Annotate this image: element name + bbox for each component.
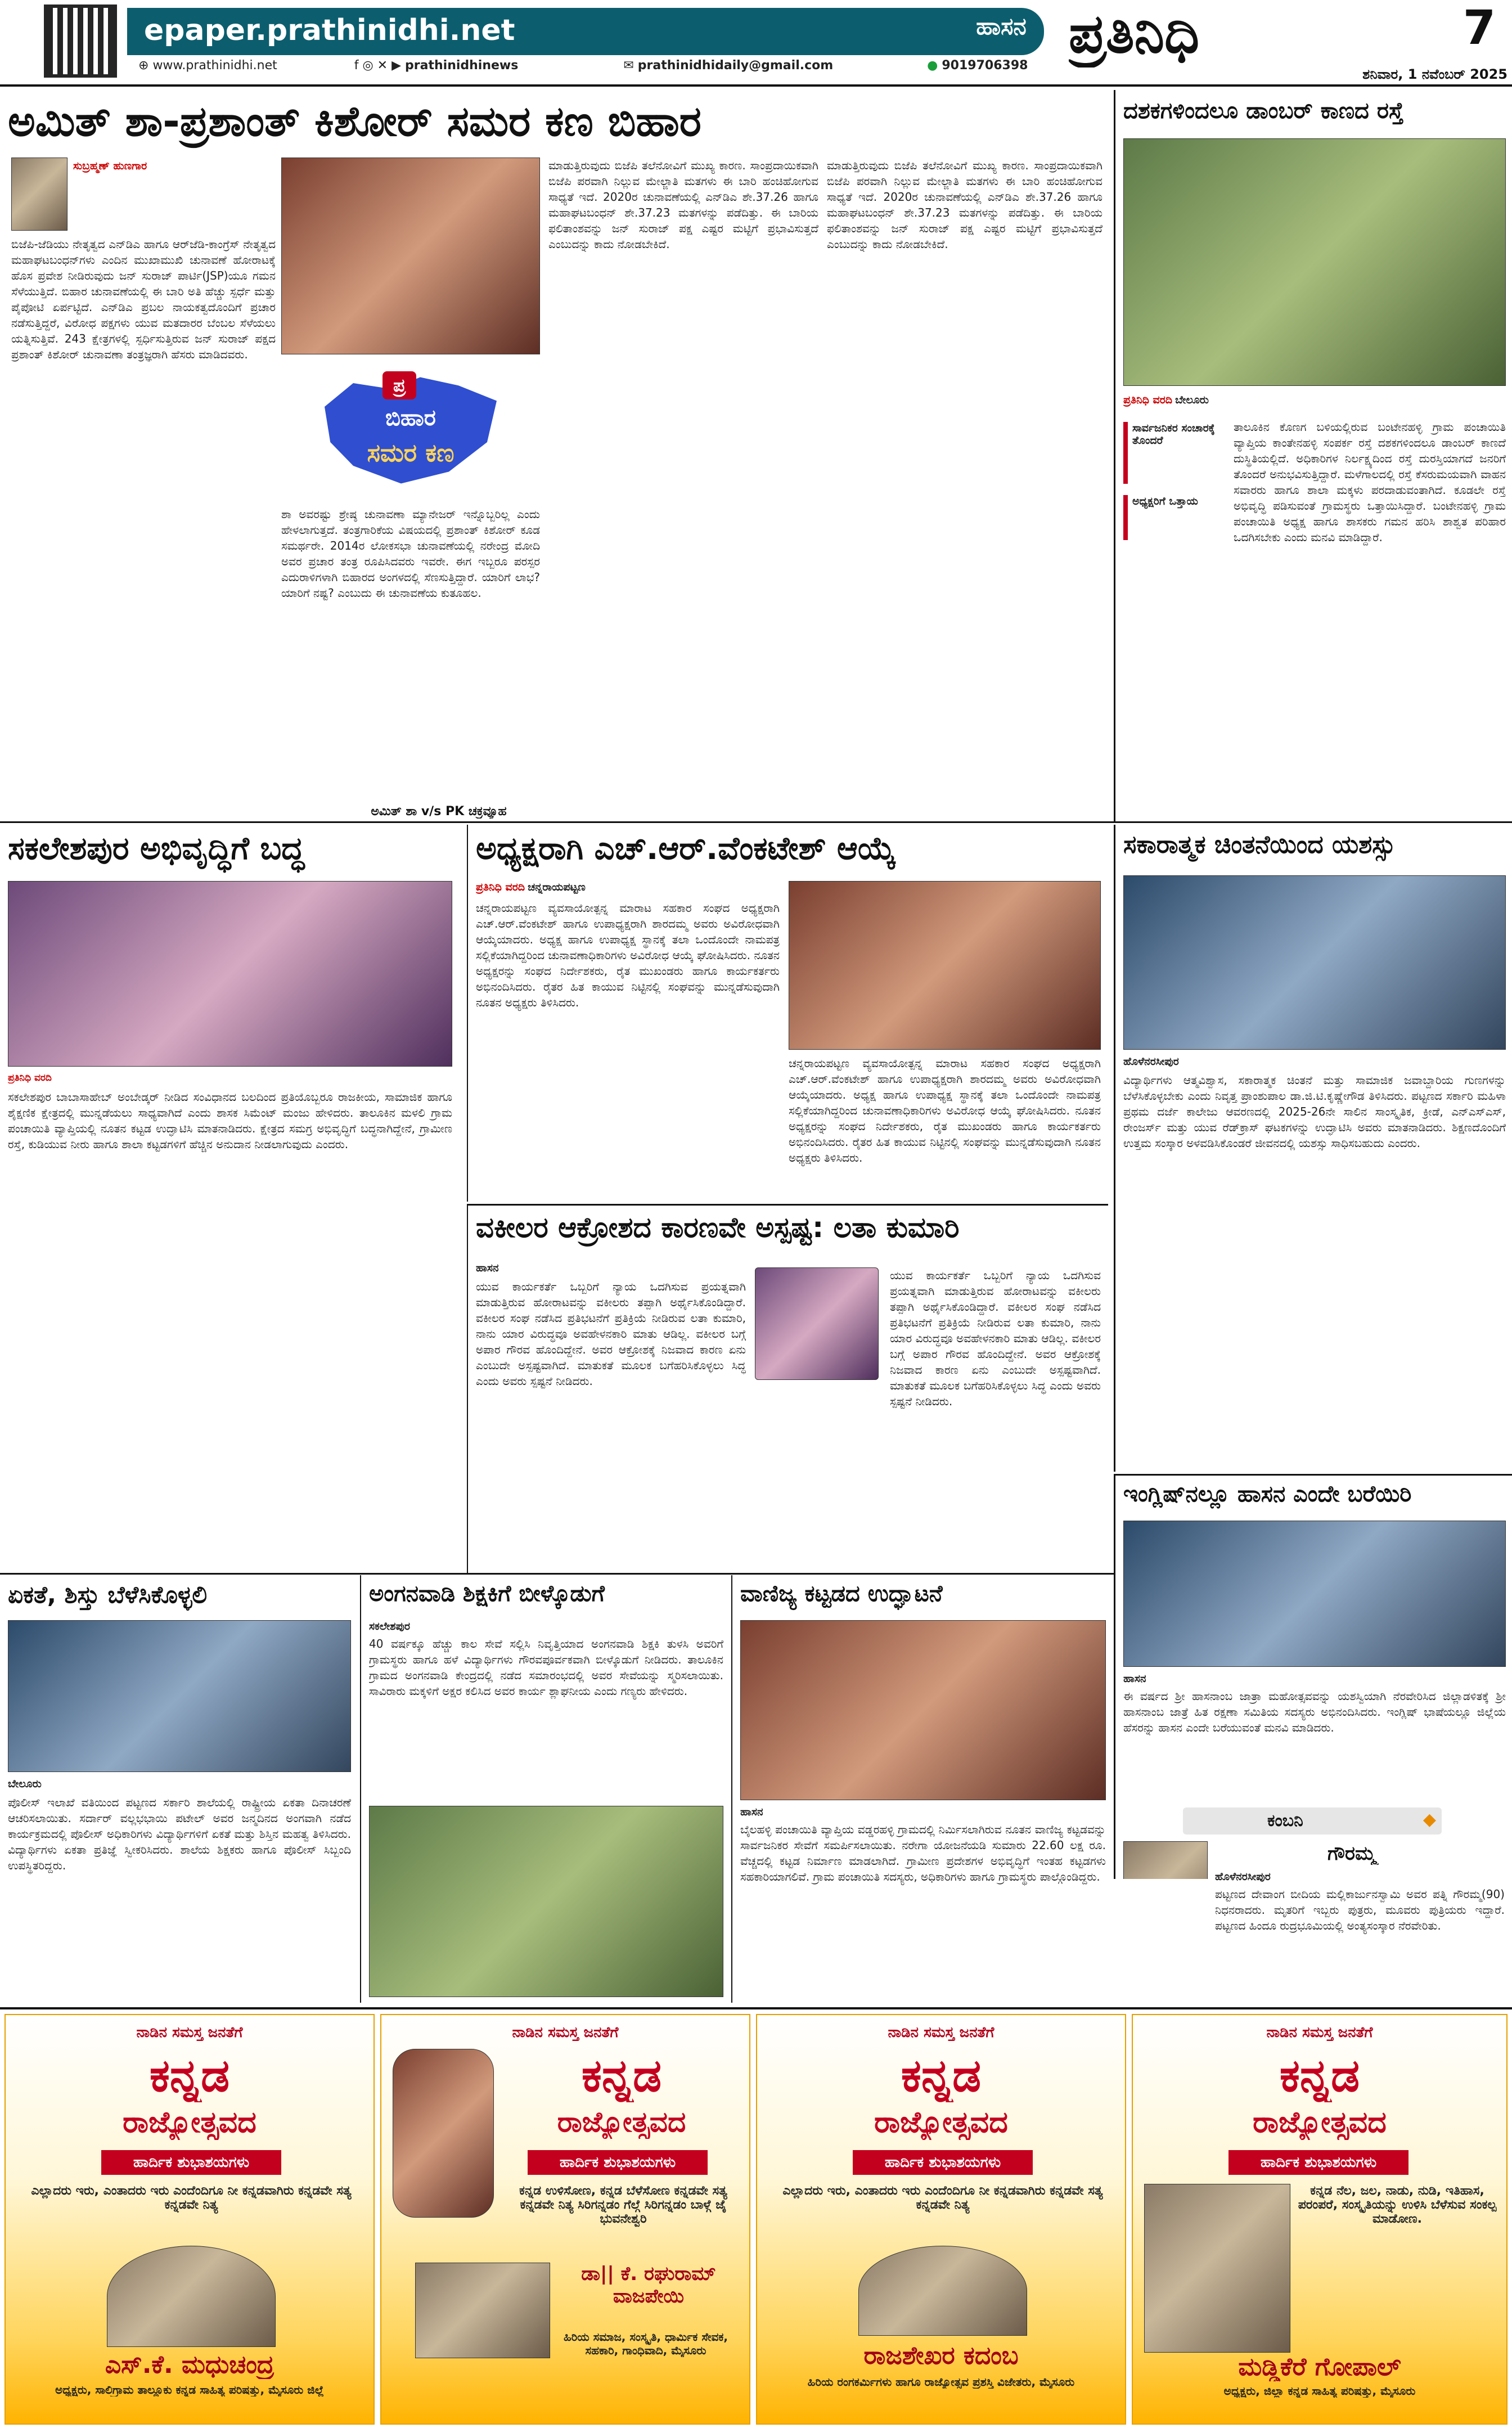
lamp-icon: ◆ — [1423, 1810, 1436, 1829]
ad-2[interactable] — [380, 2014, 750, 2425]
lawyers-photo — [755, 1267, 879, 1380]
lead-col3: ಮಾಡುತ್ತಿರುವುದು ಬಿಜೆಪಿ ತಲೆನೋವಿಗೆ ಮುಖ್ಯ ಕಾರಣ. ಸಾಂಪ್ರದಾಯಿಕವಾಗಿ ಬಿಜೆಪಿ ಪರವಾಗಿ ನಿಲ್ಲುವ ಮೇಲ್ಜಾತಿ ಮತಗಳು ಈ ಬಾರಿ ಹಂಚಿಹೋಗುವ ಸಾಧ್ಯತೆ ಇದೆ. 2020ರ ಚುನಾವಣೆಯಲ್ಲಿ ಎನ್‌ಡಿಎ ಶೇ.37.26 ಹಾಗೂ ಮಹಾಘಟಬಂಧನ್ ಶೇ.37.23 ಮತಗಳನ್ನು ಪಡೆದಿತ್ತು. ಈ ಬಾರಿಯ ಫಲಿತಾಂಶವನ್ನು ಜನ್ ಸುರಾಜ್ ಪಕ್ಷ ಎಷ್ಟರ ಮಟ್ಟಿಗೆ ಪ್ರಭಾವಿಸುತ್ತದೆ ಎಂಬುದನ್ನು ಕಾದು ನೋಡಬೇಕಿದೆ. — [548, 159, 818, 251]
lead-col1: ಬಿಜೆಪಿ-ಜೆಡಿಯು ನೇತೃತ್ವದ ಎನ್‌ಡಿಎ ಹಾಗೂ ಆರ್‌ಜೆಡಿ-ಕಾಂಗ್ರೆಸ್ ನೇತೃತ್ವದ ಮಹಾಘಟಬಂಧನ್‌ಗಳು ಎಂದಿನ ಮುಖಾಮುಖಿ ಚುನಾವಣೆ ಹೋರಾಟಕ್ಕೆ ಹೊಸ ಪ್ರವೇಶ ನೀಡಿರುವುದು ಜನ್ ಸುರಾಜ್ ಪಾರ್ಟಿ(JSP)ಯೂ ಗಮನ ಸೆಳೆಯುತ್ತಿದೆ. ಬಿಹಾರ ಚುನಾವಣೆಯಲ್ಲಿ ಈ ಬಾರಿ ಅತಿ ಹೆಚ್ಚು ಸ್ಪರ್ಧೆ ಮತ್ತು ಪೈಪೋಟಿ ಏರ್ಪಟ್ಟಿದೆ. ಎನ್‌ಡಿಎ ಪ್ರಬಲ ನಾಯಕತ್ವದೊಂದಿಗೆ ಪ್ರಚಾರ ನಡೆಸುತ್ತಿದ್ದರೆ, ವಿರೋಧ ಪಕ್ಷಗಳು ಯುವ ಮತದಾರರ ಬೆಂಬಲ ಸೆಳೆಯಲು ಯತ್ನಿಸುತ್ತಿವೆ. 243 ಕ್ಷೇತ್ರಗಳಲ್ಲಿ ಸ್ಪರ್ಧಿಸುತ್ತಿರುವ ಜನ್ ಸುರಾಜ್ ಪಕ್ಷದ ಪ್ರಶಾಂತ್ ಕಿಶೋರ್ ಚುನಾವಣಾ ತಂತ್ರಜ್ಞರಾಗಿ ಹೆಸರು ಮಾಡಿದವರು. — [11, 237, 276, 361]
qr-code — [44, 5, 117, 78]
anganwadi-story — [360, 1575, 731, 2003]
ad-2-msg: ಕನ್ನಡ ಉಳಿಸೋಣ, ಕನ್ನಡ ಬೆಳೆಸೋಣ ಕನ್ನಡವೇ ಸತ್ಯ ಕನ್ನಡವೇ ನಿತ್ಯ ಸಿರಿಗನ್ನಡಂ ಗೆಲ್ಗೆ ಸಿರಿಗನ್ನಡಂ ಬಾಳ್ಗೆ ಜೈ ಭುವನೇಶ್ವರಿ — [519, 2184, 727, 2226]
social-icons: f ◎ ✕ ▶ — [354, 59, 402, 73]
contact-strip — [127, 59, 1044, 79]
obituary-block — [1215, 1842, 1508, 2006]
sakaleshpura-text: ಸಕಲೇಶಪುರ ಬಾಬಾಸಾಹೇಬ್ ಅಂಬೇಡ್ಕರ್ ನೀಡಿದ ಸಂವಿಧಾನದ ಬಲದಿಂದ ಪ್ರತಿಯೊಬ್ಬರೂ ರಾಜಕೀಯ, ಸಾಮಾಜಿಕ ಹಾಗೂ ಶೈಕ್ಷಣಿಕ ಕ್ಷೇತ್ರದಲ್ಲಿ ಮುನ್ನಡೆಯಲು ಸಾಧ್ಯವಾಗಿದೆ ಎಂದು ಶಾಸಕ ಸಿಮೆಂಟ್ ಮಂಜು ಹೇಳಿದರು. ತಾಲೂಕಿನ ಮಳಲಿ ಗ್ರಾಮ ಪಂಚಾಯಿತಿ ವ್ಯಾಪ್ತಿಯಲ್ಲಿ ನೂತನ ಕಟ್ಟಡ ಉದ್ಘಾಟಿಸಿ ಮಾತನಾಡಿದರು. ಕ್ಷೇತ್ರದ ಸಮಗ್ರ ಅಭಿವೃದ್ಧಿಗೆ ಬದ್ಧನಾಗಿದ್ದೇನೆ, ಗ್ರಾಮೀಣ ರಸ್ತೆ, ಕುಡಿಯುವ ನೀರು ಹಾಗೂ ಶಾಲಾ ಕಟ್ಟಡಗಳಿಗೆ ಹೆಚ್ಚಿನ ಅನುದಾನ ನೀಡಲಾಗುವುದು ಎಂದರು. — [8, 1090, 452, 1151]
sakaleshpura-headline: ಸಕಲೇಶಪುರ ಅಭಿವೃದ್ಧಿಗೆ ಬದ್ಧ — [8, 830, 304, 867]
positive-story — [1114, 825, 1512, 1472]
ad-3-greet: ಹಾರ್ದಿಕ ಶುಭಾಶಯಗಳು — [853, 2150, 1033, 2175]
ad-2-rajyotsava: ರಾಜ್ಯೋತ್ಸವದ — [557, 2105, 686, 2138]
commerce-story — [731, 1575, 1114, 2003]
president-byline: ಪ್ರತಿನಿಧಿ ವರದಿ — [476, 881, 525, 893]
ad-1-photo — [107, 2246, 276, 2347]
english-headline: ಇಂಗ್ಲಿಷ್‌ನಲ್ಲೂ ಹಾಸನ ಎಂದೇ ಬರೆಯಿರಿ — [1123, 1481, 1412, 1507]
road-box-2-text: ಅಧ್ಯಕ್ಷರಿಗೆ ಒತ್ತಾಯ — [1132, 495, 1198, 507]
lead-story — [0, 90, 1108, 821]
obituary-name: ಗೌರಮ್ಮ — [1328, 1842, 1376, 1865]
unity-headline: ಏಕತೆ, ಶಿಸ್ತು ಬೆಳೆಸಿಕೊಳ್ಳಲಿ — [8, 1581, 208, 1608]
ad-3-name: ರಾಜಶೇಖರ ಕದಂಬ — [863, 2341, 1019, 2370]
lead-col2: ಶಾ ಅವರಷ್ಟು ಶ್ರೇಷ್ಠ ಚುನಾವಣಾ ಮ್ಯಾನೇಜರ್ ಇನ್ನೊಬ್ಬರಿಲ್ಲ ಎಂದು ಹೇಳಲಾಗುತ್ತದೆ. ತಂತ್ರಗಾರಿಕೆಯ ವಿಷಯದಲ್ಲಿ ಪ್ರಶಾಂತ್ ಕಿಶೋರ್ ಕೂಡ ಸಮರ್ಥರೇ. 2014ರ ಲೋಕಸಭಾ ಚುನಾವಣೆಯಲ್ಲಿ ನರೇಂದ್ರ ಮೋದಿ ಅವರ ಪ್ರಚಾರ ತಂತ್ರ ರೂಪಿಸಿದವರು ಇವರೇ. ಈಗ ಇಬ್ಬರೂ ಪರಸ್ಪರ ಎದುರಾಳಿಗಳಾಗಿ ಬಿಹಾರದ ಅಂಗಳದಲ್ಲಿ ಸೆಣಸುತ್ತಿದ್ದಾರೆ. ಯಾರಿಗೆ ಲಾಭ? ಯಾರಿಗೆ ನಷ್ಟ? ಎಂಬುದು ಈ ಚುನಾವಣೆಯ ಕುತೂಹಲ. — [281, 507, 540, 600]
anganwadi-photo — [369, 1806, 723, 1997]
ad-4-greet: ಹಾರ್ದಿಕ ಶುಭಾಶಯಗಳು — [1228, 2150, 1408, 2175]
ad-2-top: ನಾಡಿನ ಸಮಸ್ತ ಜನತೆಗೆ — [512, 2024, 619, 2041]
ad-1-rajyotsava: ರಾಜ್ಯೋತ್ಸವದ — [123, 2105, 256, 2139]
ad-1-msg: ಎಲ್ಲಾದರು ಇರು, ಎಂತಾದರು ಇರು ಎಂದೆಂದಿಗೂ ನೀ ಕನ್ನಡವಾಗಿರು ಕನ್ನಡವೇ ಸತ್ಯ ಕನ್ನಡವೇ ನಿತ್ಯ — [31, 2184, 352, 2212]
mail-icon: ✉ — [623, 59, 634, 73]
road-box-1-text: ಸಾರ್ವಜನಿಕರ ಸಂಚಾರಕ್ಕೆ ತೊಂದರೆ — [1132, 422, 1215, 447]
commerce-photo — [740, 1620, 1106, 1800]
graphic-pra-badge: ಪ್ರ — [382, 371, 416, 399]
lawyers-text: ಯುವ ಕಾರ್ಯಕರ್ತೆ ಒಬ್ಬರಿಗೆ ನ್ಯಾಯ ಒದಗಿಸುವ ಪ್ರಯತ್ನವಾಗಿ ಮಾಡುತ್ತಿರುವ ಹೋರಾಟವನ್ನು ವಕೀಲರು ತಪ್ಪಾಗಿ ಅರ್ಥೈಸಿಕೊಂಡಿದ್ದಾರೆ. ವಕೀಲರ ಸಂಘ ನಡೆಸಿದ ಪ್ರತಿಭಟನೆಗೆ ಪ್ರತಿಕ್ರಿಯೆ ನೀಡಿರುವ ಲತಾ ಕುಮಾರಿ, ನಾನು ಯಾರ ವಿರುದ್ಧವೂ ಅವಹೇಳನಕಾರಿ ಮಾತು ಆಡಿಲ್ಲ. ವಕೀಲರ ಬಗ್ಗೆ ಅಪಾರ ಗೌರವ ಹೊಂದಿದ್ದೇನೆ. ಅವರ ಆಕ್ರೋಶಕ್ಕೆ ನಿಜವಾದ ಕಾರಣ ಏನು ಎಂಬುದೇ ಅಸ್ಪಷ್ಟವಾಗಿದೆ. ಮಾತುಕತೆ ಮೂಲಕ ಬಗೆಹರಿಸಿಕೊಳ್ಳಲು ಸಿದ್ಧ ಎಂದು ಅವರು ಸ್ಪಷ್ಟನೆ ನೀಡಿದರು. — [476, 1280, 746, 1388]
unity-story — [0, 1575, 360, 2003]
positive-text: ವಿದ್ಯಾರ್ಥಿಗಳು ಆತ್ಮವಿಶ್ವಾಸ, ಸಕಾರಾತ್ಮಕ ಚಿಂತನೆ ಮತ್ತು ಸಾಮಾಜಿಕ ಜವಾಬ್ದಾರಿಯ ಗುಣಗಳನ್ನು ಬೆಳೆಸಿಕೊಳ್ಳಬೇಕು ಎಂದು ನಿವೃತ್ತ ಪ್ರಾಂಶುಪಾಲ ಡಾ.ಜಿ.ಟಿ.ಕೃಷ್ಣೇಗೌಡ ತಿಳಿಸಿದರು. ಪಟ್ಟಣದ ಸರ್ಕಾರಿ ಮಹಿಳಾ ಪ್ರಥಮ ದರ್ಜೆ ಕಾಲೇಜು ಆವರಣದಲ್ಲಿ 2025-26ನೇ ಸಾಲಿನ ಸಾಂಸ್ಕೃತಿಕ, ಕ್ರೀಡೆ, ಎನ್‌ಎಸ್‌ಎಸ್, ರೇಂಜರ್ಸ್ ಮತ್ತು ಯುವ ರೆಡ್‌ಕ್ರಾಸ್ ಘಟಕಗಳನ್ನು ಉದ್ಘಾಟಿಸಿ ಅವರು ಮಾತನಾಡಿದರು. ಶಿಕ್ಷಣದೊಂದಿಗೆ ಉತ್ತಮ ಸಂಸ್ಕಾರ ಅಳವಡಿಸಿಕೊಂಡರೆ ಜೀವನದಲ್ಲಿ ಯಶಸ್ಸು ಸಾಧಿಸಬಹುದು ಎಂದರು. — [1123, 1073, 1506, 1150]
ad-4-rajyotsava: ರಾಜ್ಯೋತ್ಸವದ — [1253, 2105, 1387, 2139]
road-story — [1114, 90, 1512, 821]
page-number: 7 — [1462, 0, 1496, 55]
president-headline: ಅಧ್ಯಕ್ಷರಾಗಿ ಎಚ್.ಆರ್.ವೆಂಕಟೇಶ್ ಆಯ್ಕೆ — [476, 830, 896, 867]
web-address[interactable]: www.prathinidhi.net — [152, 59, 277, 73]
lead-byline: ಸುಬ್ರಹ್ಮಣ್ ಹುಣಗಾರ — [73, 160, 147, 172]
section-rule-2 — [0, 1573, 1114, 1575]
ad-2-photo — [415, 2263, 550, 2358]
lawyers-text-2: ಯುವ ಕಾರ್ಯಕರ್ತೆ ಒಬ್ಬರಿಗೆ ನ್ಯಾಯ ಒದಗಿಸುವ ಪ್ರಯತ್ನವಾಗಿ ಮಾಡುತ್ತಿರುವ ಹೋರಾಟವನ್ನು ವಕೀಲರು ತಪ್ಪಾಗಿ ಅರ್ಥೈಸಿಕೊಂಡಿದ್ದಾರೆ. ವಕೀಲರ ಸಂಘ ನಡೆಸಿದ ಪ್ರತಿಭಟನೆಗೆ ಪ್ರತಿಕ್ರಿಯೆ ನೀಡಿರುವ ಲತಾ ಕುಮಾರಿ, ನಾನು ಯಾರ ವಿರುದ್ಧವೂ ಅವಹೇಳನಕಾರಿ ಮಾತು ಆಡಿಲ್ಲ. ವಕೀಲರ ಬಗ್ಗೆ ಅಪಾರ ಗೌರವ ಹೊಂದಿದ್ದೇನೆ. ಅವರ ಆಕ್ರೋಶಕ್ಕೆ ನಿಜವಾದ ಕಾರಣ ಏನು ಎಂಬುದೇ ಅಸ್ಪಷ್ಟವಾಗಿದೆ. ಮಾತುಕತೆ ಮೂಲಕ ಬಗೆಹರಿಸಿಕೊಳ್ಳಲು ಸಿದ್ಧ ಎಂದು ಅವರು ಸ್ಪಷ್ಟನೆ ನೀಡಿದರು. — [890, 1269, 1101, 1408]
road-headline: ದಶಕಗಳಿಂದಲೂ ಡಾಂಬರ್ ಕಾಣದ ರಸ್ತೆ — [1123, 98, 1404, 124]
bihar-map-graphic — [281, 360, 540, 501]
ad-4-desig: ಅಧ್ಯಕ್ಷರು, ಜಿಲ್ಲಾ ಕನ್ನಡ ಸಾಹಿತ್ಯ ಪರಿಷತ್ತು, ಮೈಸೂರು — [1223, 2384, 1416, 2398]
positive-place: ಹೊಳೆನರಸೀಪುರ — [1123, 1055, 1179, 1068]
phone-icon: ● — [927, 59, 938, 73]
obituary-title-bar — [1183, 1807, 1442, 1835]
globe-icon: ⊕ — [138, 59, 149, 73]
president-story — [467, 825, 1108, 1202]
site-url[interactable]: epaper.prathinidhi.net — [144, 14, 515, 47]
ad-2-name: ಡಾ|| ಕೆ. ರಘುರಾಮ್ ವಾಜಪೇಯಿ — [581, 2263, 716, 2308]
phone-number[interactable]: 9019706398 — [942, 59, 1028, 73]
anganwadi-headline: ಅಂಗನವಾಡಿ ಶಿಕ್ಷಕಿಗೆ ಬೀಳ್ಕೊಡುಗೆ — [369, 1581, 605, 1607]
sakaleshpura-byline: ಪ್ರತಿನಿಧಿ ವರದಿ — [8, 1072, 52, 1083]
issue-date: ಶನಿವಾರ, 1 ನವೆಂಬರ್ 2025 — [1362, 66, 1508, 82]
ad-4[interactable] — [1132, 2014, 1508, 2425]
section-rule-3 — [0, 2007, 1512, 2009]
unity-photo — [8, 1620, 351, 1772]
president-place: ಚನ್ನರಾಯಪಟ್ಟಣ — [528, 881, 586, 893]
graphic-bihar: ಬಿಹಾರ — [385, 405, 436, 431]
ad-4-top: ನಾಡಿನ ಸಮಸ್ತ ಜನತೆಗೆ — [1266, 2024, 1373, 2041]
ad-4-photo — [1144, 2184, 1290, 2353]
ad-2-goddess-image — [393, 2049, 494, 2218]
lawyers-story — [467, 1204, 1108, 1573]
road-dateline — [1123, 394, 1506, 411]
ad-2-kannada: ಕನ್ನಡ — [581, 2049, 662, 2102]
commerce-headline: ವಾಣಿಜ್ಯ ಕಟ್ಟಡದ ಉದ್ಘಾಟನೆ — [740, 1581, 943, 1607]
english-photo — [1123, 1521, 1506, 1667]
ad-3-msg: ಎಲ್ಲಾದರು ಇರು, ಎಂತಾದರು ಇರು ಎಂದೆಂದಿಗೂ ನೀ ಕನ್ನಡವಾಗಿರು ಕನ್ನಡವೇ ಸತ್ಯ ಕನ್ನಡವೇ ನಿತ್ಯ — [782, 2184, 1103, 2212]
social-handle[interactable]: prathinidhinews — [405, 59, 519, 73]
road-box-2 — [1123, 495, 1225, 540]
ad-3-rajyotsava: ರಾಜ್ಯೋತ್ಸವದ — [874, 2105, 1008, 2139]
ad-4-name: ಮಡ್ಡಿಕೆರೆ ಗೋಪಾಲ್ — [1238, 2353, 1401, 2381]
english-text: ಈ ವರ್ಷದ ಶ್ರೀ ಹಾಸನಾಂಬ ಜಾತ್ರಾ ಮಹೋತ್ಸವವನ್ನು ಯಶಸ್ವಿಯಾಗಿ ನೆರವೇರಿಸಿದ ಜಿಲ್ಲಾಡಳಿತಕ್ಕೆ ಶ್ರೀ ಹಾಸನಾಂಬ ಜಾತ್ರೆ ಹಿತ ರಕ್ಷಣಾ ಸಮಿತಿಯ ಸದಸ್ಯರು ಅಭಿನಂದಿಸಿದರು. ಇಂಗ್ಲಿಷ್ ಭಾಷೆಯಲ್ಲೂ ಜಿಲ್ಲೆಯ ಹೆಸರನ್ನು ಹಾಸನ ಎಂದೇ ಬರೆಯುವಂತೆ ಮನವಿ ಮಾಡಿದರು. — [1123, 1689, 1506, 1734]
ad-4-msg: ಕನ್ನಡ ನೆಲ, ಜಲ, ನಾಡು, ನುಡಿ, ಇತಿಹಾಸ, ಪರಂಪರೆ, ಸಂಸ್ಕೃತಿಯನ್ನು ಉಳಿಸಿ ಬೆಳೆಸುವ ಸಂಕಲ್ಪ ಮಾಡೋಣ. — [1298, 2184, 1497, 2226]
ad-3-top: ನಾಡಿನ ಸಮಸ್ತ ಜನತೆಗೆ — [888, 2024, 994, 2041]
president-dateline — [476, 881, 791, 898]
president-photo — [789, 881, 1101, 1050]
section-rule-1 — [0, 821, 1512, 823]
unity-text: ಪೊಲೀಸ್ ಇಲಾಖೆ ವತಿಯಿಂದ ಪಟ್ಟಣದ ಸರ್ಕಾರಿ ಶಾಲೆಯಲ್ಲಿ ರಾಷ್ಟ್ರೀಯ ಏಕತಾ ದಿನಾಚರಣೆ ಆಚರಿಸಲಾಯಿತು. ಸರ್ದಾರ್ ವಲ್ಲಭಭಾಯಿ ಪಟೇಲ್ ಅವರ ಜನ್ಮದಿನದ ಅಂಗವಾಗಿ ನಡೆದ ಕಾರ್ಯಕ್ರಮದಲ್ಲಿ ಪೊಲೀಸ್ ಅಧಿಕಾರಿಗಳು ವಿದ್ಯಾರ್ಥಿಗಳಿಗೆ ಏಕತೆ ಮತ್ತು ಶಿಸ್ತಿನ ಮಹತ್ವ ತಿಳಿಸಿದರು. ವಿದ್ಯಾರ್ಥಿಗಳು ಏಕತಾ ಪ್ರತಿಜ್ಞೆ ಸ್ವೀಕರಿಸಿದರು. ಶಾಲೆಯ ಶಿಕ್ಷಕರು ಹಾಗೂ ಪೊಲೀಸ್ ಸಿಬ್ಬಂದಿ ಉಪಸ್ಥಿತರಿದ್ದರು. — [8, 1796, 351, 1872]
commerce-place: ಹಾಸನ — [740, 1806, 763, 1818]
masthead — [0, 0, 1512, 93]
graphic-samara: ಸಮರ ಕಣ — [367, 439, 454, 467]
road-text: ತಾಲೂಕಿನ ಕೊಣಗ ಬಳಿಯಲ್ಲಿರುವ ಬಂಟೇನಹಳ್ಳಿ ಗ್ರಾಮ ಪಂಚಾಯಿತಿ ವ್ಯಾಪ್ತಿಯ ಕಾಂತೇನಹಳ್ಳಿ ಸಂಪರ್ಕ ರಸ್ತೆ ದಶಕಗಳಿಂದಲೂ ಡಾಂಬರ್ ಕಾಣದೆ ದುಸ್ಥಿತಿಯಲ್ಲಿದೆ. ಅಧಿಕಾರಿಗಳ ನಿರ್ಲಕ್ಷ್ಯದಿಂದ ರಸ್ತೆ ದುರಸ್ತಿಯಾಗದೆ ಜನರಿಗೆ ತೊಂದರೆ ಅನುಭವಿಸುತ್ತಿದ್ದಾರೆ. ಮಳೆಗಾಲದಲ್ಲಿ ರಸ್ತೆ ಕೆಸರುಮಯವಾಗಿ ವಾಹನ ಸವಾರರು ಹಾಗೂ ಶಾಲಾ ಮಕ್ಕಳು ಪರದಾಡುವಂತಾಗಿದೆ. ಕೂಡಲೇ ರಸ್ತೆ ಅಭಿವೃದ್ಧಿ ಪಡಿಸುವಂತೆ ಗ್ರಾಮಸ್ಥರು ಒತ್ತಾಯಿಸಿದ್ದಾರೆ. ಬಂಟೇನಹಳ್ಳಿ ಗ್ರಾಮ ಪಂಚಾಯಿತಿ ಅಧ್ಯಕ್ಷ ಹಾಗೂ ಶಾಸಕರು ಗಮನ ಹರಿಸಿ ಶಾಶ್ವತ ಪರಿಹಾರ ಒದಗಿಸಬೇಕು ಎಂದು ಮನವಿ ಮಾಡಿದ್ದಾರೆ. — [1234, 420, 1506, 544]
sakaleshpura-photo — [8, 881, 452, 1067]
lead-headline: ಅಮಿತ್ ಶಾ-ಪ್ರಶಾಂತ್ ಕಿಶೋರ್ ಸಮರ ಕಣ ಬಿಹಾರ — [8, 97, 701, 146]
positive-headline: ಸಕಾರಾತ್ಮಕ ಚಿಂತನೆಯಿಂದ ಯಶಸ್ಸು — [1123, 830, 1396, 859]
english-place: ಹಾಸನ — [1123, 1672, 1146, 1685]
ad-1-top: ನಾಡಿನ ಸಮಸ್ತ ಜನತೆಗೆ — [136, 2024, 243, 2041]
ad-1-kannada: ಕನ್ನಡ — [149, 2049, 230, 2102]
president-text: ಚನ್ನರಾಯಪಟ್ಟಣ ವ್ಯವಸಾಯೋತ್ಪನ್ನ ಮಾರಾಟ ಸಹಕಾರ ಸಂಘದ ಅಧ್ಯಕ್ಷರಾಗಿ ಎಚ್.ಆರ್.ವೆಂಕಟೇಶ್ ಹಾಗೂ ಉಪಾಧ್ಯಕ್ಷರಾಗಿ ಶಾರದಮ್ಮ ಅವರು ಅವಿರೋಧವಾಗಿ ಆಯ್ಕೆಯಾದರು. ಅಧ್ಯಕ್ಷ ಹಾಗೂ ಉಪಾಧ್ಯಕ್ಷ ಸ್ಥಾನಕ್ಕೆ ತಲಾ ಒಂದೊಂದೇ ನಾಮಪತ್ರ ಸಲ್ಲಿಕೆಯಾಗಿದ್ದರಿಂದ ಚುನಾವಣಾಧಿಕಾರಿಗಳು ಅವಿರೋಧ ಆಯ್ಕೆ ಘೋಷಿಸಿದರು. ನೂತನ ಅಧ್ಯಕ್ಷರನ್ನು ಸಂಘದ ನಿರ್ದೇಶಕರು, ರೈತ ಮುಖಂಡರು ಹಾಗೂ ಕಾರ್ಯಕರ್ತರು ಅಭಿನಂದಿಸಿದರು. ರೈತರ ಹಿತ ಕಾಯುವ ನಿಟ್ಟಿನಲ್ಲಿ ಸಂಘವನ್ನು ಮುನ್ನಡೆಸುವುದಾಗಿ ನೂತನ ಅಧ್ಯಕ್ಷರು ತಿಳಿಸಿದರು. — [476, 901, 780, 1009]
ad-1[interactable] — [4, 2014, 375, 2425]
sakaleshpura-story — [0, 825, 461, 1573]
lawyers-place: ಹಾಸನ — [476, 1262, 499, 1274]
obituary-title: ಕಂಬನಿ — [1267, 1811, 1303, 1831]
positive-photo — [1123, 875, 1506, 1050]
ad-2-desig: ಹಿರಿಯ ಸಮಾಜ, ಸಂಸ್ಕೃತಿ, ಧಾರ್ಮಿಕ ಸೇವಕ, ಸಹಕಾರಿ, ಗಾಂಧಿವಾದಿ, ಮೈಸೂರು — [563, 2330, 728, 2357]
ad-1-greet: ಹಾರ್ದಿಕ ಶುಭಾಶಯಗಳು — [101, 2150, 281, 2175]
commerce-text: ಬೈಲಹಳ್ಳಿ ಪಂಚಾಯಿತಿ ವ್ಯಾಪ್ತಿಯ ವಡ್ಡರಹಳ್ಳಿ ಗ್ರಾಮದಲ್ಲಿ ನಿರ್ಮಿಸಲಾಗಿರುವ ನೂತನ ವಾಣಿಜ್ಯ ಕಟ್ಟಡವನ್ನು ಸಾರ್ವಜನಿಕರ ಸೇವೆಗೆ ಸಮರ್ಪಿಸಲಾಯಿತು. ನರೇಗಾ ಯೋಜನೆಯಡಿ ಸುಮಾರು 22.60 ಲಕ್ಷ ರೂ. ವೆಚ್ಚದಲ್ಲಿ ಕಟ್ಟಡ ನಿರ್ಮಾಣ ಮಾಡಲಾಗಿದೆ. ಗ್ರಾಮೀಣ ಪ್ರದೇಶಗಳ ಅಭಿವೃದ್ಧಿಗೆ ಇಂತಹ ಕಟ್ಟಡಗಳು ಸಹಕಾರಿಯಾಗಲಿವೆ. ಗ್ರಾಮ ಪಂಚಾಯಿತಿ ಸದಸ್ಯರು, ಅಧಿಕಾರಿಗಳು ಹಾಗೂ ಗ್ರಾಮಸ್ಥರು ಪಾಲ್ಗೊಂಡಿದ್ದರು. — [740, 1823, 1106, 1883]
pull-quote: ಅಮಿತ್ ಶಾ v/s PK ಚಕ್ರವ್ಯೂಹ — [371, 804, 507, 819]
masthead-rule — [0, 84, 1512, 87]
road-box-1 — [1123, 422, 1225, 484]
anganwadi-place: ಸಕಲೇಶಪುರ — [369, 1620, 411, 1633]
obituary-photo — [1123, 1841, 1208, 1879]
road-place: ಬೇಲೂರು — [1175, 394, 1209, 406]
obituary-text: ಪಟ್ಟಣದ ದೇವಾಂಗ ಬೀದಿಯ ಮಲ್ಲಿಕಾರ್ಜುನಸ್ವಾಮಿ ಅವರ ಪತ್ನಿ ಗೌರಮ್ಮ(90) ನಿಧನರಾದರು. ಮೃತರಿಗೆ ಇಬ್ಬರು ಪುತ್ರರು, ಮೂವರು ಪುತ್ರಿಯರು ಇದ್ದಾರೆ. ಪಟ್ಟಣದ ಹಿಂದೂ ರುದ್ರಭೂಮಿಯಲ್ಲಿ ಅಂತ್ಯಸಂಸ್ಕಾರ ನೆರವೇರಿತು. — [1215, 1887, 1505, 1932]
unity-place: ಬೇಲೂರು — [8, 1778, 42, 1790]
anganwadi-text: 40 ವರ್ಷಕ್ಕೂ ಹೆಚ್ಚು ಕಾಲ ಸೇವೆ ಸಲ್ಲಿಸಿ ನಿವೃತ್ತಿಯಾದ ಅಂಗನವಾಡಿ ಶಿಕ್ಷಕಿ ತುಳಸಿ ಅವರಿಗೆ ಗ್ರಾಮಸ್ಥರು ಹಾಗೂ ಹಳೆ ವಿದ್ಯಾರ್ಥಿಗಳು ಗೌರವಪೂರ್ವಕವಾಗಿ ಬೀಳ್ಕೊಡುಗೆ ನೀಡಿದರು. ತಾಲೂಕಿನ ಗ್ರಾಮದ ಅಂಗನವಾಡಿ ಕೇಂದ್ರದಲ್ಲಿ ನಡೆದ ಸಮಾರಂಭದಲ್ಲಿ ಅವರ ಸೇವೆಯನ್ನು ಸ್ಮರಿಸಲಾಯಿತು. ಸಾವಿರಾರು ಮಕ್ಕಳಿಗೆ ಅಕ್ಷರ ಕಲಿಸಿದ ಅವರ ಕಾರ್ಯ ಶ್ಲಾಘನೀಯ ಎಂದು ಗಣ್ಯರು ಹೇಳಿದರು. — [369, 1637, 723, 1698]
site-bar — [127, 8, 1044, 55]
ad-3-kannada: ಕನ್ನಡ — [901, 2049, 982, 2102]
english-story — [1114, 1474, 1512, 1879]
president-text-2: ಚನ್ನರಾಯಪಟ್ಟಣ ವ್ಯವಸಾಯೋತ್ಪನ್ನ ಮಾರಾಟ ಸಹಕಾರ ಸಂಘದ ಅಧ್ಯಕ್ಷರಾಗಿ ಎಚ್.ಆರ್.ವೆಂಕಟೇಶ್ ಹಾಗೂ ಉಪಾಧ್ಯಕ್ಷರಾಗಿ ಶಾರದಮ್ಮ ಅವರು ಅವಿರೋಧವಾಗಿ ಆಯ್ಕೆಯಾದರು. ಅಧ್ಯಕ್ಷ ಹಾಗೂ ಉಪಾಧ್ಯಕ್ಷ ಸ್ಥಾನಕ್ಕೆ ತಲಾ ಒಂದೊಂದೇ ನಾಮಪತ್ರ ಸಲ್ಲಿಕೆಯಾಗಿದ್ದರಿಂದ ಚುನಾವಣಾಧಿಕಾರಿಗಳು ಅವಿರೋಧ ಆಯ್ಕೆ ಘೋಷಿಸಿದರು. ನೂತನ ಅಧ್ಯಕ್ಷರನ್ನು ಸಂಘದ ನಿರ್ದೇಶಕರು, ರೈತ ಮುಖಂಡರು ಹಾಗೂ ಕಾರ್ಯಕರ್ತರು ಅಭಿನಂದಿಸಿದರು. ರೈತರ ಹಿತ ಕಾಯುವ ನಿಟ್ಟಿನಲ್ಲಿ ಸಂಘವನ್ನು ಮುನ್ನಡೆಸುವುದಾಗಿ ನೂತನ ಅಧ್ಯಕ್ಷರು ತಿಳಿಸಿದರು. — [789, 1056, 1101, 1164]
edition-label: ಹಾಸನ — [976, 12, 1027, 40]
ad-3-desig: ಹಿರಿಯ ರಂಗಕರ್ಮಿಗಳು ಹಾಗೂ ರಾಜ್ಯೋತ್ಸವ ಪ್ರಶಸ್ತಿ ವಿಜೇತರು, ಮೈಸೂರು — [807, 2375, 1075, 2389]
road-photo — [1123, 138, 1506, 386]
ad-1-desig: ಅಧ್ಯಕ್ಷರು, ಸಾಲಿಗ್ರಾಮ ತಾಲ್ಲೂಕು ಕನ್ನಡ ಸಾಹಿತ್ಯ ಪರಿಷತ್ತು, ಮೈಸೂರು ಜಿಲ್ಲೆ — [55, 2383, 324, 2396]
lead-col4: ಮಾಡುತ್ತಿರುವುದು ಬಿಜೆಪಿ ತಲೆನೋವಿಗೆ ಮುಖ್ಯ ಕಾರಣ. ಸಾಂಪ್ರದಾಯಿಕವಾಗಿ ಬಿಜೆಪಿ ಪರವಾಗಿ ನಿಲ್ಲುವ ಮೇಲ್ಜಾತಿ ಮತಗಳು ಈ ಬಾರಿ ಹಂಚಿಹೋಗುವ ಸಾಧ್ಯತೆ ಇದೆ. 2020ರ ಚುನಾವಣೆಯಲ್ಲಿ ಎನ್‌ಡಿಎ ಶೇ.37.26 ಹಾಗೂ ಮಹಾಘಟಬಂಧನ್ ಶೇ.37.23 ಮತಗಳನ್ನು ಪಡೆದಿತ್ತು. ಈ ಬಾರಿಯ ಫಲಿತಾಂಶವನ್ನು ಜನ್ ಸುರಾಜ್ ಪಕ್ಷ ಎಷ್ಟರ ಮಟ್ಟಿಗೆ ಪ್ರಭಾವಿಸುತ್ತದೆ ಎಂಬುದನ್ನು ಕಾದು ನೋಡಬೇಕಿದೆ. — [827, 159, 1102, 251]
obituary-place: ಹೊಳೆನರಸೀಪುರ — [1215, 1871, 1271, 1883]
ad-3-photo — [858, 2246, 1027, 2336]
lead-photo — [281, 158, 540, 354]
lawyers-headline: ವಕೀಲರ ಆಕ್ರೋಶದ ಕಾರಣವೇ ಅಸ್ಪಷ್ಟ: ಲತಾ ಕುಮಾರಿ — [476, 1211, 960, 1244]
ads-row — [0, 2012, 1512, 2428]
ad-1-name: ಎಸ್.ಕೆ. ಮಧುಚಂದ್ರ — [105, 2350, 274, 2379]
ad-2-greet: ಹಾರ್ದಿಕ ಶುಭಾಶಯಗಳು — [528, 2150, 708, 2175]
road-byline: ಪ್ರತಿನಿಧಿ ವರದಿ — [1123, 394, 1173, 406]
email-address[interactable]: prathinidhidaily@gmail.com — [637, 59, 834, 73]
masthead-title: ಪ್ರತಿನಿಧಿ — [1069, 2, 1200, 65]
ad-3[interactable] — [756, 2014, 1126, 2425]
ad-4-kannada: ಕನ್ನಡ — [1279, 2049, 1360, 2102]
author-photo — [11, 158, 68, 231]
